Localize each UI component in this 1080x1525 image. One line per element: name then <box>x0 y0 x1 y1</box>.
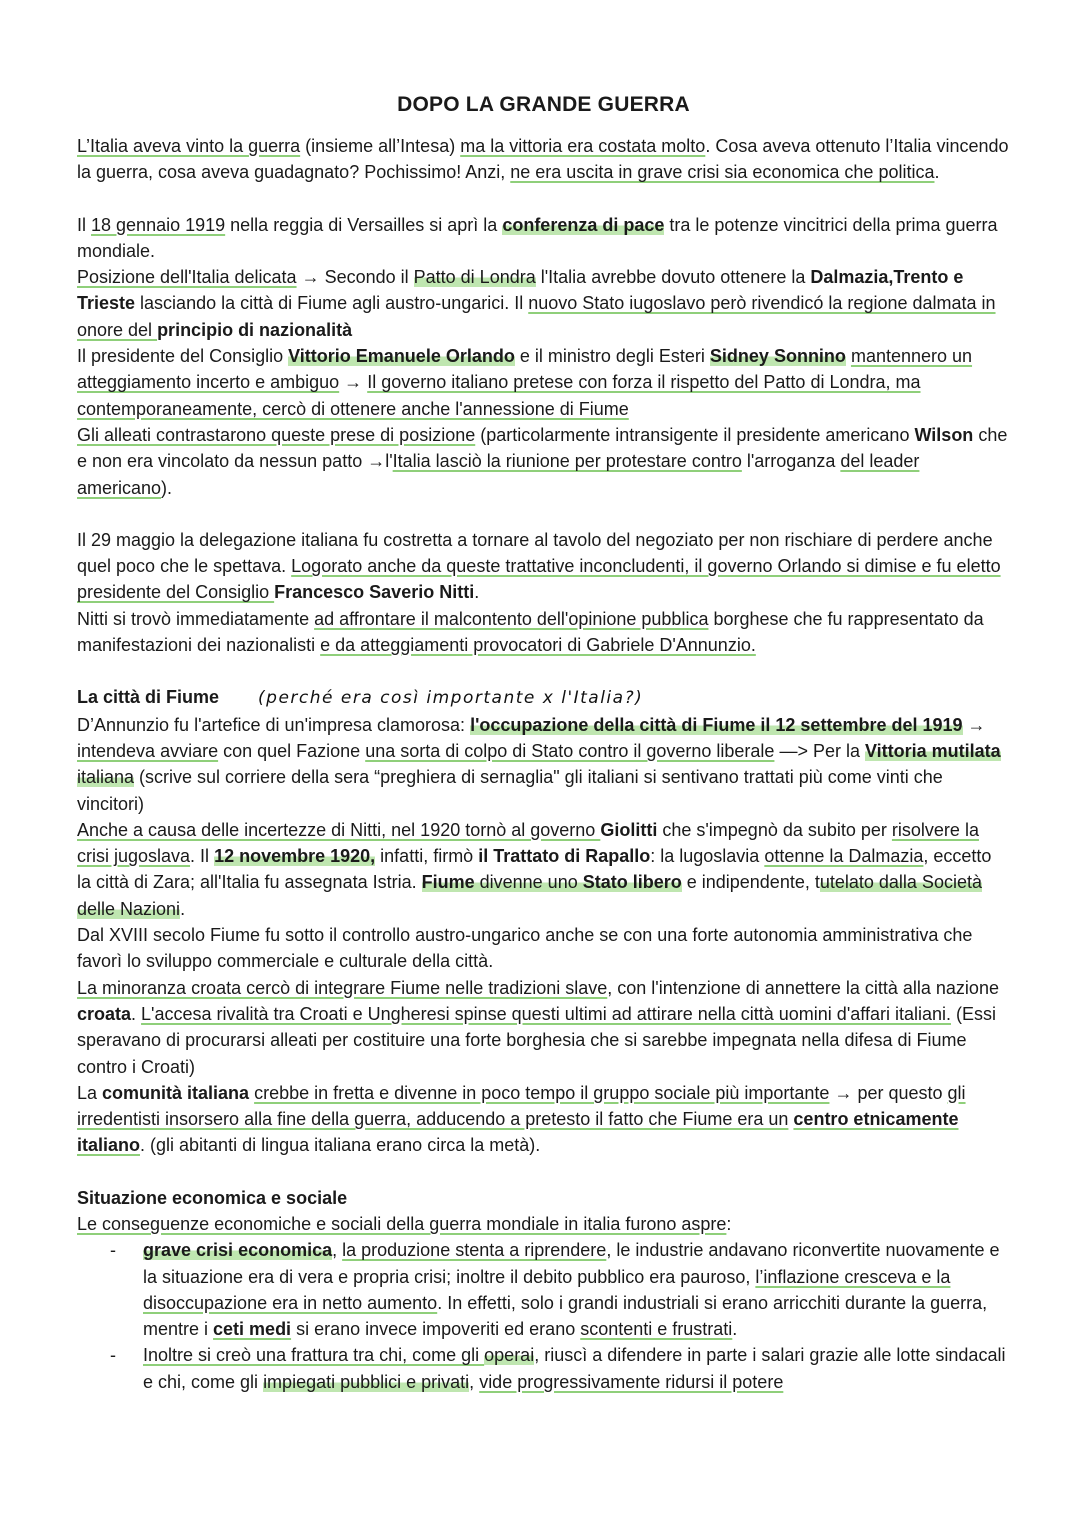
text-segment: Il <box>77 214 92 235</box>
text-segment: —> Per la <box>774 740 865 761</box>
text-segment: (insieme all’Intesa) <box>300 136 461 156</box>
text-segment: l'Italia avrebbe dovuto ottenere la <box>535 267 811 288</box>
text-segment: ). <box>161 477 173 498</box>
emphasized-text: nuovo Stato iugoslavo però rivendicó la regione dalmata in onore del <box>77 293 996 340</box>
text-segment: (scrive sul corriere della sera “preghiera di sernaglia" gli italiani si sentivano trattati più come vinti che vincitori) <box>77 767 943 814</box>
paragraph-conference <box>77 212 1010 265</box>
emphasized-text: La minoranza croata cercò di integrare Fiume nelle tradizioni slave <box>77 977 608 998</box>
text-segment: → per questo <box>829 1082 948 1103</box>
emphasized-text: gli irredentisti insorsero alla fine della guerra, adducendo a pretesto il fatto che Fiume era un <box>77 1082 966 1130</box>
emphasized-text: Logorato anche da queste trattative inconcludenti, il governo Orlando si dimise e fu eletto presidente del Consiglio <box>77 556 1001 603</box>
text-segment: che e non era vincolato da nessun patto →l' <box>77 424 1008 472</box>
emphasized-text: comunità italiana <box>102 1082 250 1103</box>
paragraph-croatian-minority <box>77 975 1010 1080</box>
paragraph-intro <box>77 133 1010 186</box>
text-segment: . (gli abitanti di lingua italiana erano circa la metà). <box>140 1135 541 1156</box>
emphasized-text: Le conseguenze economiche e sociali della guerra mondiale in italia furono aspre <box>77 1213 727 1234</box>
text-segment: l'arroganza <box>741 451 841 472</box>
text-segment: e indipendente, t <box>681 872 820 893</box>
emphasized-text: risolvere la crisi jugoslava <box>77 819 979 867</box>
emphasized-text: Vittoria mutilata <box>864 740 1001 761</box>
document-title: DOPO LA GRANDE GUERRA <box>397 93 690 116</box>
emphasized-text: vide progressivamente ridursi il potere <box>479 1371 784 1392</box>
emphasized-text: ne era uscita in grave crisi sia economica che politica <box>510 162 935 183</box>
text-segment: . <box>131 1003 142 1024</box>
text-segment: → Secondo il <box>296 267 414 288</box>
paragraph-london-pact <box>77 264 1010 343</box>
emphasized-text: Wilson <box>914 424 974 445</box>
text-segment: . In effetti, solo i grandi industriali si erano arricchiti durante la guerra, mentre i <box>143 1292 988 1340</box>
emphasized-text: principio di nazionalità <box>157 319 353 340</box>
consequences-list <box>77 1237 1010 1395</box>
emphasized-text: Anche a causa delle incertezze di Nitti, nel 1920 tornò al governo <box>77 819 601 840</box>
text-segment: Dal XVIII secolo Fiume fu sotto il controllo austro-ungarico anche se con una forte autonomia amministrativa che favorì lo sviluppo commerciale e culturale della città. <box>77 925 973 972</box>
emphasized-text: ottenne la Dalmazia <box>764 846 924 867</box>
emphasized-text: l'occupazione della città di Fiume il 12 settembre del 1919 <box>470 714 963 735</box>
emphasized-text: 18 gennaio 1919 <box>91 214 226 235</box>
text-segment: si erano invece impoveriti ed erano <box>291 1319 581 1340</box>
emphasized-text: mantennero un atteggiamento incerto e ambiguo <box>77 346 973 393</box>
text-segment: , le industrie andavano riconvertite nuovamente e la situazione era di vera e propria crisi; inoltre il debito pubblico era pauroso, <box>143 1240 1000 1287</box>
text-segment: (particolarmente intransigente il presidente americano <box>475 424 915 445</box>
emphasized-text: Vittorio Emanuele Orlando <box>288 346 515 367</box>
emphasized-text: una sorta di colpo di Stato contro il governo liberale <box>365 740 775 761</box>
emphasized-text: crebbe in fretta e divenne in poco tempo il gruppo sociale più importante <box>254 1082 830 1103</box>
text-segment: , con l'intenzione di annettere la città alla nazione <box>607 977 999 998</box>
emphasized-text: operai <box>484 1345 535 1366</box>
text-segment: nella reggia di Versailles si aprì la <box>225 214 503 235</box>
text-segment: , riuscì a difendere in parte i salari grazie alle lotte sindacali e chi, come gli <box>143 1345 1006 1392</box>
emphasized-text: Stato libero <box>582 872 682 893</box>
emphasized-text: divenne uno <box>474 872 583 893</box>
text-segment: (Essi speravano di procurarsi alleati per costituire una forte borghesia che si sarebbe impegnata nella difesa di Fiume contro i Croati) <box>77 1003 996 1077</box>
text-segment: . Cosa aveva ottenuto l’Italia vincendo la guerra, cosa aveva guadagnato? Pochissimo! Anzi, <box>77 136 1009 183</box>
emphasized-text: L'accesa rivalità tra Croati e Ungheresi spinse questi ultimi ad attirare nella città uomini d'affari italiani. <box>141 1003 951 1024</box>
handwritten-note: (perché era così importante x l'Italia?) <box>258 688 644 709</box>
paragraph-fiume-history <box>77 922 1010 975</box>
emphasized-text: Patto di Londra <box>413 267 536 288</box>
text-segment: infatti, firmò <box>375 846 479 867</box>
emphasized-text: 12 novembre 1920, <box>214 846 376 867</box>
text-segment: . <box>474 582 480 603</box>
emphasized-text: Giolitti <box>600 819 658 840</box>
text-segment: Nitti si trovò immediatamente <box>77 608 315 629</box>
emphasized-text: Francesco Saverio Nitti <box>274 582 475 603</box>
section-heading-fiume <box>77 684 1010 711</box>
emphasized-text: conferenza di pace <box>502 214 665 235</box>
text-segment: , <box>332 1240 343 1261</box>
emphasized-text: grave crisi economica <box>143 1240 333 1261</box>
emphasized-text: scontenti e frustrati <box>580 1319 733 1340</box>
text-segment: D’Annunzio fu l'artefice di un'impresa clamorosa: <box>77 714 471 735</box>
text-segment: lasciando la città di Fiume agli austro-ungarici. Il <box>135 293 529 314</box>
emphasized-text: del leader americano <box>77 451 920 498</box>
text-segment: . <box>934 162 940 183</box>
paragraph-dannunzio <box>77 712 1010 817</box>
text-segment: tra le potenze vincitrici della prima guerra mondiale. <box>77 214 998 261</box>
emphasized-text: centro etnicamente italiano <box>77 1109 959 1156</box>
emphasized-text: Fiume <box>421 872 475 893</box>
paragraph-nitti-government <box>77 527 1010 606</box>
text-segment: : la lugoslavia <box>650 846 765 867</box>
text-segment: e il ministro degli Esteri <box>514 346 710 367</box>
text-segment: La <box>77 1082 103 1103</box>
emphasized-text: Sidney Sonnino <box>709 346 846 367</box>
text-segment: con quel Fazione <box>218 740 366 761</box>
text-segment: che s'impegnò da subito per <box>657 819 892 840</box>
text-segment: , <box>469 1371 480 1392</box>
emphasized-text: ceti medi <box>213 1319 292 1340</box>
emphasized-text: e da atteggiamenti provocatori di Gabriele D'Annunzio. <box>320 635 756 656</box>
emphasized-text: L’Italia aveva vinto la guerra <box>77 136 301 156</box>
paragraph-giolitti-rapallo <box>77 817 1010 922</box>
emphasized-text: italiana <box>77 767 135 788</box>
text-segment: , eccetto la città di Zara; all'Italia fu assegnata Istria. <box>77 846 992 893</box>
paragraph-consequences <box>77 1211 1010 1237</box>
emphasized-text: Posizione dell'Italia delicata <box>77 267 297 288</box>
text-segment: . Il <box>190 846 215 867</box>
section-heading-economy: Situazione economica e sociale <box>77 1187 348 1208</box>
list-item-economic-crisis <box>77 1237 1010 1342</box>
paragraph-nitti-discontent <box>77 606 1010 659</box>
emphasized-text: Il governo italiano pretese con forza il rispetto del Patto di Londra, ma contemporaneamente, cercò di ottenere anche l'annessione di Fiume <box>77 372 921 419</box>
emphasized-text: ad affrontare il malcontento dell'opinione pubblica <box>314 608 709 629</box>
text-segment: Il 29 maggio la delegazione italiana fu costretta a tornare al tavolo del negoziato per non rischiare di perdere anche quel poco che le spettava. <box>77 529 993 577</box>
text-segment: → <box>339 372 368 393</box>
emphasized-text: ma la vittoria era costata molto <box>460 136 706 156</box>
text-segment: . <box>180 898 186 919</box>
emphasized-text: Dalmazia,Trento e Trieste <box>77 267 964 314</box>
emphasized-text: Gli alleati contrastarono queste prese di posizione <box>77 424 476 445</box>
emphasized-text: croata <box>77 1003 132 1024</box>
text-segment: : <box>726 1213 732 1234</box>
list-item-social-fracture <box>77 1342 1010 1395</box>
emphasized-text: il Trattato di Rapallo <box>478 846 651 867</box>
text-segment: borghese che fu rappresentato da manifestazioni dei nazionalisti <box>77 608 984 656</box>
emphasized-text: l’inflazione cresceva e la disoccupazione era in netto aumento <box>143 1266 951 1313</box>
text-segment: Il presidente del Consiglio <box>77 346 289 367</box>
emphasized-text: intendeva avviare <box>77 740 219 761</box>
text-segment: . <box>732 1319 738 1340</box>
fiume-heading-text: La città di Fiume <box>77 687 220 708</box>
text-segment: → <box>962 714 986 735</box>
paragraph-italian-community <box>77 1080 1010 1159</box>
emphasized-text: utelato dalla Società delle Nazioni <box>77 872 982 919</box>
paragraph-allies-wilson <box>77 422 1010 501</box>
emphasized-text: la produzione stenta a riprendere <box>342 1240 607 1261</box>
emphasized-text: Inoltre si creò una frattura tra chi, come gli <box>143 1345 485 1366</box>
emphasized-text: impiegati pubblici e privati <box>263 1371 470 1392</box>
paragraph-orlando-sonnino <box>77 343 1010 422</box>
emphasized-text: Italia lasciò la riunione per protestare contro <box>392 451 742 472</box>
